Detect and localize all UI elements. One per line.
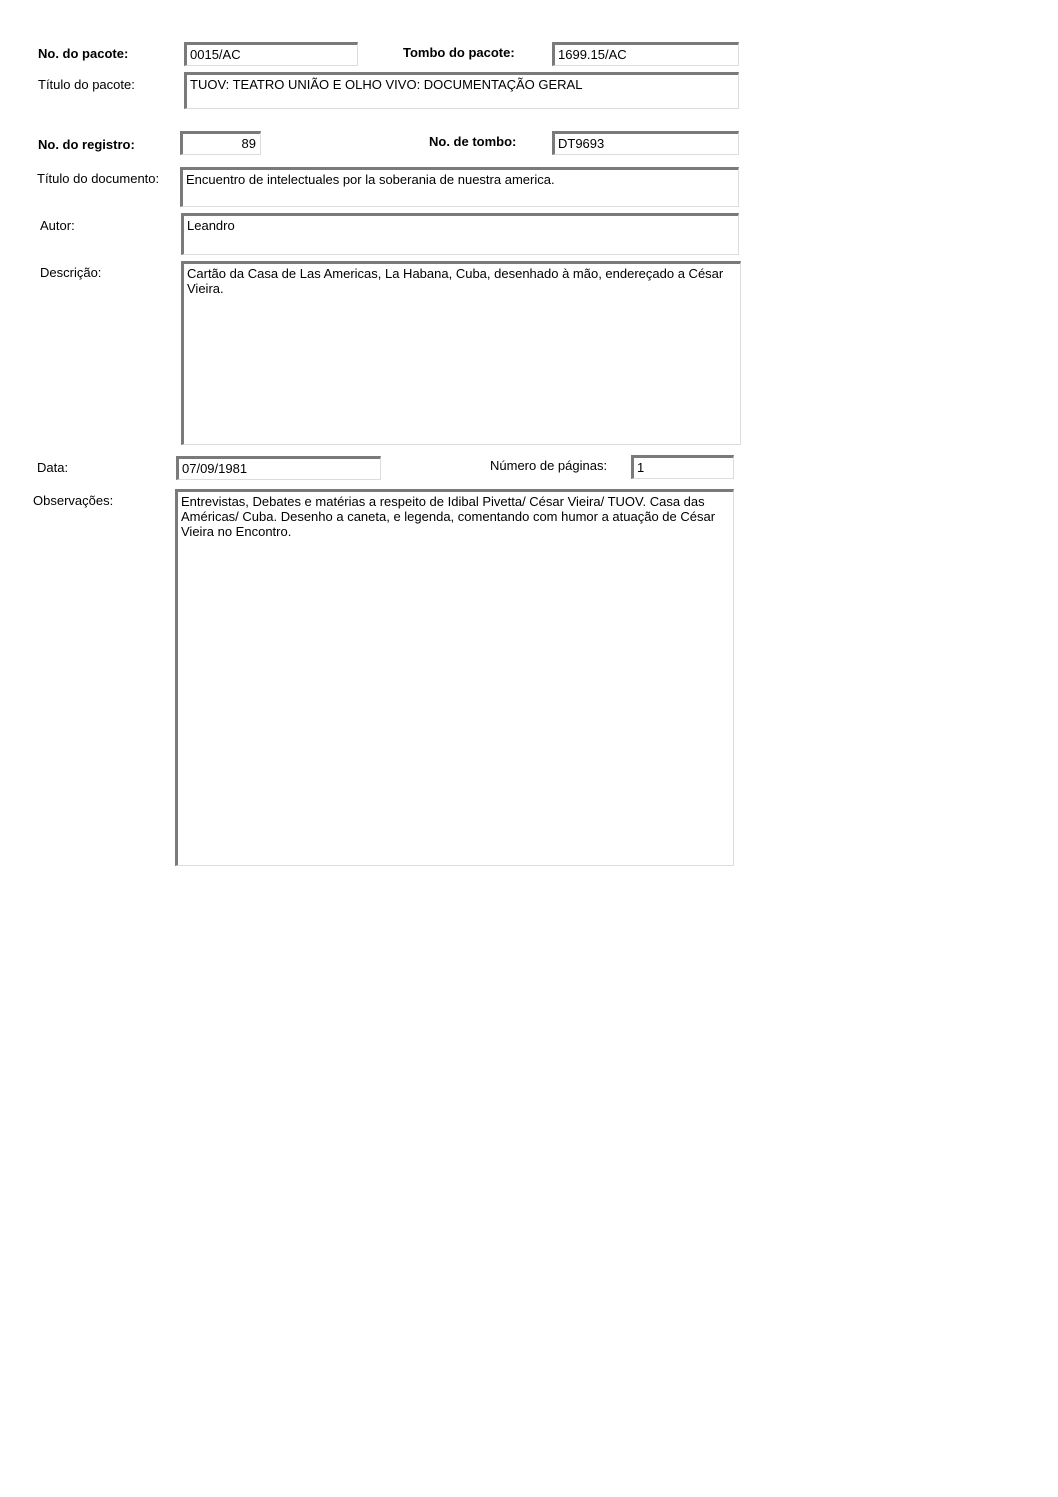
no-tombo-label: No. de tombo: — [429, 134, 517, 149]
no-pacote-field[interactable]: 0015/AC — [184, 42, 358, 66]
titulo-pacote-label: Título do pacote: — [38, 77, 135, 92]
data-label: Data: — [37, 460, 69, 475]
autor-label: Autor: — [40, 218, 75, 233]
descricao-field[interactable]: Cartão da Casa de Las Americas, La Habana, Cuba, desenhado à mão, endereçado a César Vieira. — [181, 261, 741, 445]
tombo-pacote-field[interactable]: 1699.15/AC — [552, 42, 739, 66]
numero-paginas-label: Número de páginas: — [490, 458, 608, 473]
data-field[interactable]: 07/09/1981 — [176, 456, 381, 480]
no-tombo-field[interactable]: DT9693 — [552, 131, 739, 155]
no-registro-field[interactable]: 89 — [180, 131, 261, 155]
no-pacote-label: No. do pacote: — [38, 46, 129, 61]
titulo-pacote-field[interactable]: TUOV: TEATRO UNIÃO E OLHO VIVO: DOCUMENTAÇÃO GERAL — [184, 72, 739, 109]
no-registro-label: No. do registro: — [38, 137, 135, 152]
observacoes-label: Observações: — [33, 493, 114, 508]
numero-paginas-field[interactable]: 1 — [631, 455, 734, 479]
titulo-documento-label: Título do documento: — [37, 171, 160, 186]
observacoes-field[interactable]: Entrevistas, Debates e matérias a respeito de Idibal Pivetta/ César Vieira/ TUOV. Casa das Américas/ Cuba. Desenho a caneta, e legenda, comentando com humor a atuação de César Vieira no Encontro. — [175, 489, 734, 866]
titulo-documento-field[interactable]: Encuentro de intelectuales por la soberania de nuestra america. — [180, 167, 739, 207]
autor-field[interactable]: Leandro — [181, 213, 739, 255]
tombo-pacote-label: Tombo do pacote: — [403, 45, 515, 60]
descricao-label: Descrição: — [40, 265, 102, 280]
